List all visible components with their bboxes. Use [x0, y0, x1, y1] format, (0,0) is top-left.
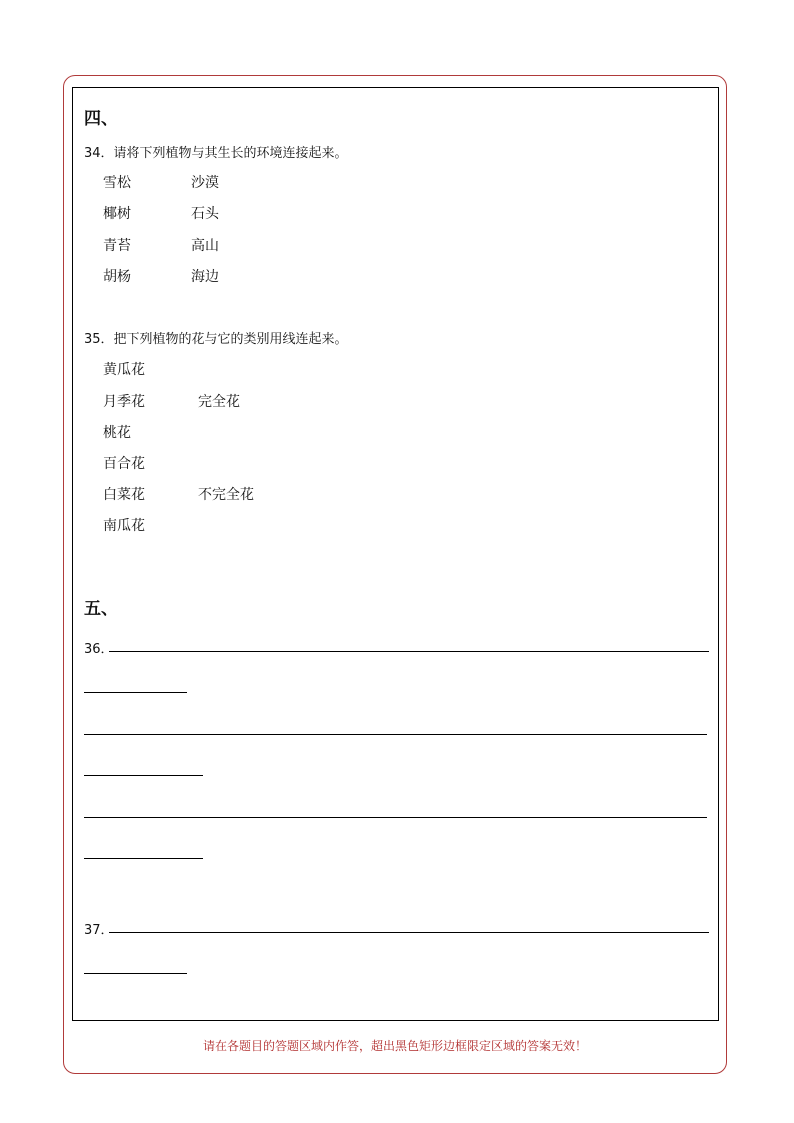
- flower-item: 白菜花: [103, 487, 145, 503]
- category-complete-flower: 完全花: [198, 394, 240, 410]
- answer-area-border: [72, 87, 719, 1021]
- plant-item: 椰树: [103, 206, 131, 222]
- answer-line[interactable]: [84, 973, 187, 974]
- answer-line[interactable]: [84, 775, 203, 776]
- flower-item: 黄瓜花: [103, 362, 145, 378]
- answer-area-notice: 请在各题目的答题区域内作答，超出黑色矩形边框限定区域的答案无效！: [202, 1039, 587, 1053]
- environment-item: 石头: [191, 206, 219, 222]
- plant-item: 雪松: [103, 175, 131, 191]
- question-35-text: 35．把下列植物的花与它的类别用线连起来。: [84, 332, 348, 347]
- question-37-label: 37．: [84, 923, 114, 938]
- answer-line[interactable]: [84, 817, 707, 818]
- flower-item: 月季花: [103, 394, 145, 410]
- flower-item: 百合花: [103, 456, 145, 472]
- environment-item: 沙漠: [191, 175, 219, 191]
- answer-line[interactable]: [84, 858, 203, 859]
- environment-item: 海边: [191, 269, 219, 285]
- answer-line[interactable]: [84, 692, 187, 693]
- plant-item: 胡杨: [103, 269, 131, 285]
- flower-item: 桃花: [103, 425, 131, 441]
- question-36-label: 36．: [84, 642, 114, 657]
- category-incomplete-flower: 不完全花: [198, 487, 254, 503]
- environment-item: 高山: [191, 238, 219, 254]
- answer-line[interactable]: [84, 734, 707, 735]
- section-four-title: 四、: [84, 109, 118, 129]
- question-34-text: 34．请将下列植物与其生长的环境连接起来。: [84, 146, 348, 161]
- section-five-title: 五、: [84, 599, 118, 619]
- plant-item: 青苔: [103, 238, 131, 254]
- flower-item: 南瓜花: [103, 518, 145, 534]
- answer-line[interactable]: [109, 932, 709, 933]
- answer-line[interactable]: [109, 651, 709, 652]
